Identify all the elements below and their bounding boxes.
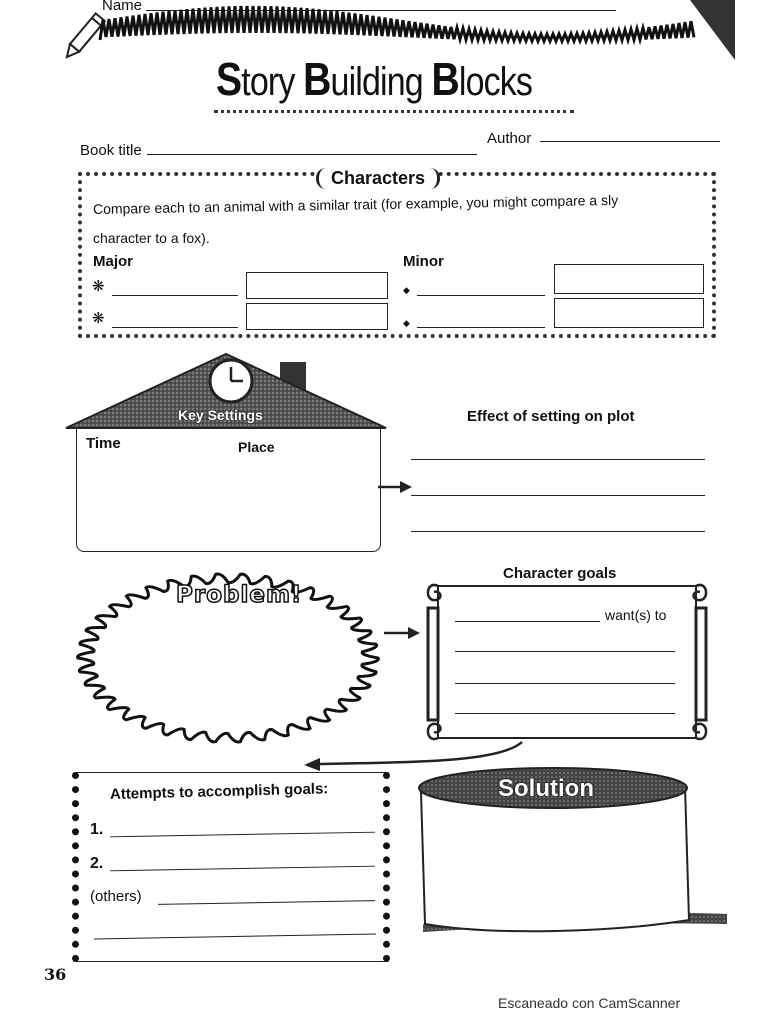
page-number: 36 xyxy=(44,965,67,984)
arrow-right-icon xyxy=(378,480,412,494)
major-name-line-2[interactable] xyxy=(112,327,238,328)
title-b2: B xyxy=(431,53,459,105)
name-label: Name xyxy=(102,0,143,14)
major-animal-box-2[interactable] xyxy=(246,303,388,330)
characters-heading: Characters xyxy=(316,168,440,189)
minor-name-line-2[interactable] xyxy=(417,327,545,328)
key-settings-heading: Key Settings xyxy=(178,407,263,423)
place-label: Place xyxy=(238,439,275,455)
major-name-line-1[interactable] xyxy=(112,295,238,296)
title-locks: locks xyxy=(458,60,533,104)
title-uilding: uilding xyxy=(330,60,432,104)
effect-line-3[interactable] xyxy=(411,531,705,532)
book-title-label: Book title xyxy=(80,142,142,159)
minor-bullet-1: ◆ xyxy=(403,285,410,295)
minor-label: Minor xyxy=(403,253,444,270)
author-label: Author xyxy=(487,130,532,147)
title-s: S xyxy=(216,53,242,105)
attempt-1-label: 1. xyxy=(90,821,104,838)
zigzag-border xyxy=(100,0,690,50)
goals-scroll xyxy=(422,574,712,750)
title-dotted-underline xyxy=(214,110,574,113)
author-line[interactable] xyxy=(540,141,720,142)
major-animal-box-1[interactable] xyxy=(246,272,388,299)
attempts-heading: Attempts to accomplish goals: xyxy=(109,780,329,803)
effect-line-2[interactable] xyxy=(411,495,705,496)
attempt-others-label: (others) xyxy=(90,888,142,905)
scanner-watermark: Escaneado con CamScanner xyxy=(498,995,681,1011)
attempt-2-label: 2. xyxy=(90,855,104,872)
characters-instructions-line1: Compare each to an animal with a similar trait (for example, you might compare a sly xyxy=(92,191,619,217)
minor-bullet-2: ◆ xyxy=(403,318,410,328)
title-tory: tory xyxy=(241,60,304,104)
major-label: Major xyxy=(93,253,134,270)
goals-line-1[interactable] xyxy=(455,651,675,652)
minor-name-line-1[interactable] xyxy=(417,295,545,296)
book-title-line[interactable] xyxy=(147,154,477,155)
goals-line-2[interactable] xyxy=(455,683,675,684)
solution-heading: Solution xyxy=(498,775,594,802)
characters-instructions-line2: character to a fox). xyxy=(93,230,210,246)
major-bullet-1: ❋ xyxy=(92,278,105,295)
minor-animal-box-1[interactable] xyxy=(554,264,704,294)
time-label: Time xyxy=(86,435,121,452)
character-goals-heading: Character goals xyxy=(503,565,617,582)
title-b1: B xyxy=(303,53,331,105)
goals-character-line[interactable] xyxy=(455,621,600,622)
page-title xyxy=(216,52,532,106)
goals-line-3[interactable] xyxy=(455,713,675,714)
effect-line-1[interactable] xyxy=(411,459,705,460)
minor-animal-box-2[interactable] xyxy=(554,298,704,328)
wants-label: want(s) to xyxy=(605,607,667,623)
house-body xyxy=(76,428,381,552)
effect-heading: Effect of setting on plot xyxy=(467,408,635,425)
page-corner-curl xyxy=(690,0,735,60)
major-bullet-2: ❋ xyxy=(92,310,105,327)
arrow-right-icon xyxy=(384,626,420,640)
clock-icon xyxy=(208,358,254,404)
problem-heading: Problem! xyxy=(176,582,303,608)
